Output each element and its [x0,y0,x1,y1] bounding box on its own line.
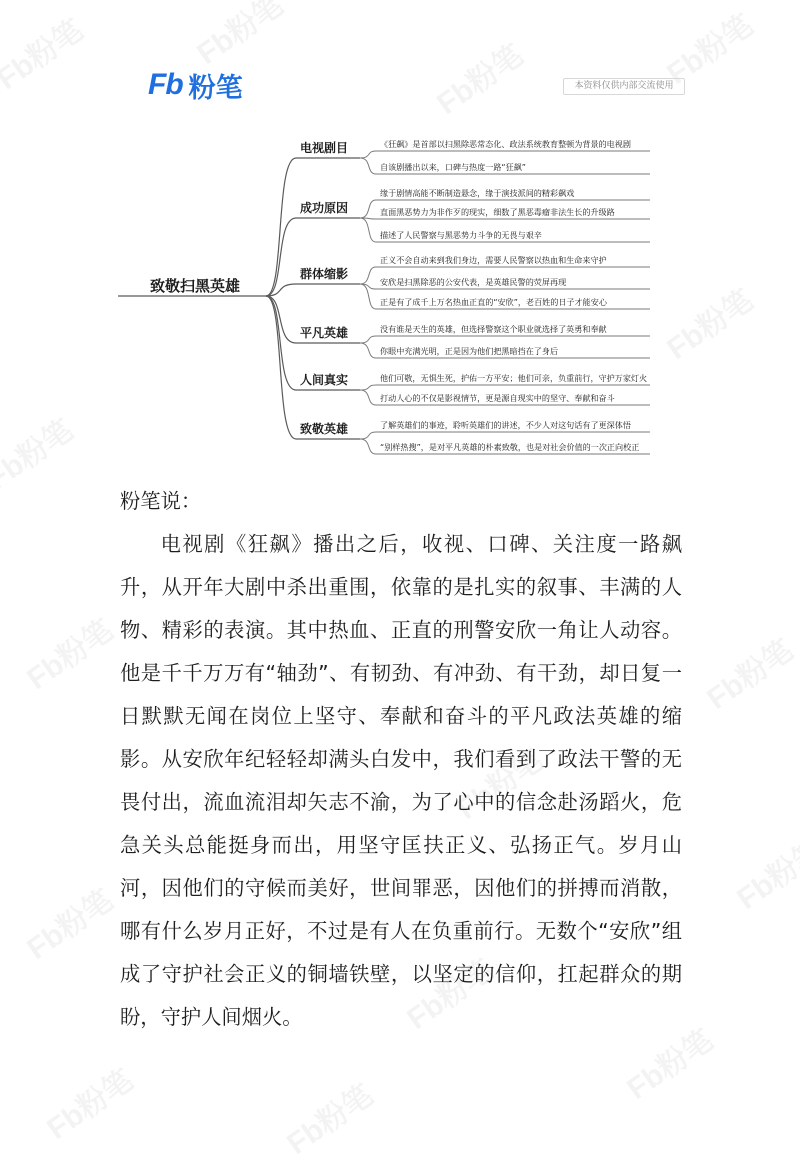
mindmap-leaf-label: 《狂飙》是首部以扫黑除恶常态化、政法系统教育整顿为背景的电视剧 [380,139,631,149]
mindmap-leaf-connector [360,200,376,218]
mindmap-center-label: 致敬扫黑英雄 [150,277,241,295]
mindmap-leaf-label: 直面黑恶势力为非作歹的现实，细数了黑恶毒瘤非法生长的升级路 [380,207,615,217]
commentary-label: 粉笔说： [120,489,202,513]
mindmap-branch-label: 平凡英雄 [300,326,349,340]
mindmap-leaf-connector [360,158,376,174]
commentary-section [120,480,682,1039]
mindmap-branch-label: 致敬英雄 [300,422,349,436]
commentary-paragraph: 电视剧《狂飙》播出之后，收视、口碑、关注度一路飙升，从开年大剧中杀出重围，依靠的是扎实的叙事、丰满的人物、精彩的表演。其中热血、正直的刑警安欣一角让人动容。他是千千万万有“轴劲”、有韧劲、有冲劲、有干劲，却日复一日默默无闻在岗位上坚守、奉献和奋斗的平凡政法英雄的缩影。从安欣年纪轻轻却满头白发中，我们看到了政法干警的无畏付出，流血流泪却矢志不渝，为了心中的信念赴汤蹈火，危急关头总能挺身而出，用坚守匡扶正义、弘扬正气。岁月山河，因他们的守候而美好，世间罪恶，因他们的拼搏而消散，哪有什么岁月正好，不过是有人在负重前行。无数个“安欣”组成了守护社会正义的铜墙铁壁，以坚定的信仰，扛起群众的期盼，守护人间烟火。 [120,532,682,1029]
watermark [696,626,800,717]
mindmap-leaf-label: 正义不会自动来到我们身边，需要人民警察以热血和生命来守护 [380,255,607,265]
mindmap-leaf-label: 安欣是扫黑除恶的公安代表，是英雄民警的荧屏再现 [380,277,567,287]
mindmap-leaf-label: 自该剧播出以来，口碑与热度一路“狂飙” [380,162,526,172]
mindmap-leaf-connector [360,218,376,242]
mindmap-leaf-connector [360,439,376,454]
mindmap-branch-label: 成功原因 [300,201,349,215]
mindmap-leaf-connector [360,385,376,390]
mindmap-leaf-label: 了解英雄们的事迹，聆听英雄们的讲述，不少人对这句话有了更深体悟 [380,420,631,430]
watermark [726,826,800,917]
mindmap-branch-connector [266,296,296,439]
mindmap-branch-label: 群体缩影 [300,267,349,281]
mindmap-branch-label: 电视剧目 [300,141,349,155]
mindmap-leaf-connector [360,432,376,439]
mind-map [0,0,800,470]
mindmap-leaf-connector [360,151,376,158]
mindmap-leaf-connector [360,336,376,343]
watermark [36,1056,140,1147]
mindmap-leaf-label: “别样热搜”，是对平凡英雄的朴素致敬，也是对社会价值的一次正向校正 [380,442,640,452]
mindmap-branch-connector [266,296,296,343]
mindmap-leaf-connector [360,267,376,284]
internal-use-notice: 本资料仅供内部交流使用 [563,78,685,95]
mindmap-leaf-label: 他们可敬，无惧生死，护佑一方平安；他们可亲，负重前行，守护万家灯火 [380,373,648,383]
logo-name: 粉笔 [188,72,243,104]
mindmap-leaf-label: 描述了人民警察与黑恶势力斗争的无畏与艰辛 [380,230,542,240]
mindmap-leaf-connector [360,284,376,309]
logo-mark: Fb [148,68,183,101]
watermark [276,1071,380,1162]
watermark [16,606,120,697]
mindmap-branch-label: 人间真实 [300,373,349,387]
mindmap-leaf-connector [360,343,376,358]
mindmap-leaf-label: 正是有了成千上万名热血正直的“安欣”，老百姓的日子才能安心 [380,297,607,307]
mindmap-leaf-label: 缘于剧情高能不断制造悬念，缘于演技派间的精彩飙戏 [380,188,575,198]
mindmap-leaf-label: 你眼中充满光明，正是因为他们把黑暗挡在了身后 [380,346,559,356]
watermark [16,876,120,967]
mindmap-leaf-connector [360,390,376,405]
mindmap-leaf-label: 打动人心的不仅是影视情节，更是源自现实中的坚守、奉献和奋斗 [380,393,615,403]
mindmap-branch-connector [266,158,296,296]
mindmap-leaf-label: 没有谁是天生的英雄，但选择警察这个职业就选择了英勇和奉献 [380,324,607,334]
